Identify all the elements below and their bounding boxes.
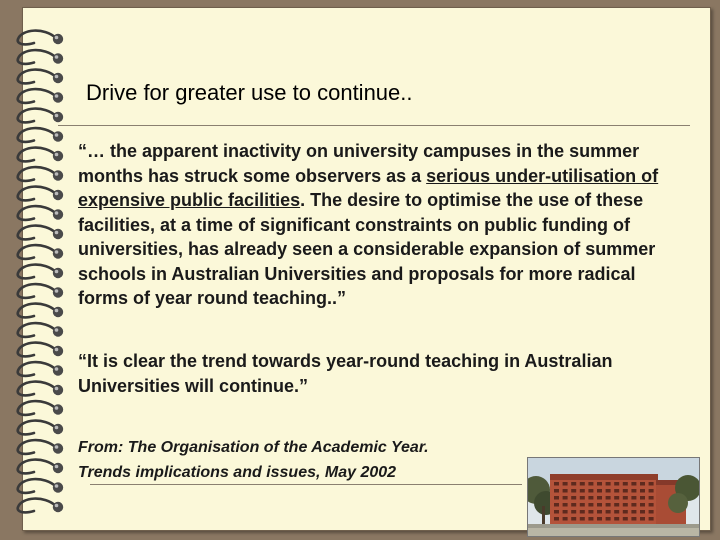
spiral-ring-icon: [18, 109, 64, 123]
slide-title: Drive for greater use to continue..: [86, 80, 413, 105]
spiral-ring-icon: [18, 31, 64, 45]
spiral-ring-icon: [18, 148, 64, 162]
quote1-underlined-text: serious under-utilisation of expensive public facilities: [78, 165, 659, 210]
quote1-text-after: . The desire to optimise the use of these facilities, at a time of significant constraints on public funding of universities, has already seen a considerable expansion of summer schools in Australian Universities and proposals for more radical forms of year round teaching..”: [78, 190, 656, 308]
source-divider: [90, 484, 522, 485]
spiral-ring-icon: [18, 284, 64, 298]
spiral-ring-icon: [18, 343, 64, 357]
quote-paragraph-1: [78, 139, 688, 311]
source-line-1: From: The Organisation of the Academic Year.: [78, 439, 429, 456]
spiral-ring-icon: [18, 421, 64, 435]
spiral-ring-icon: [18, 89, 64, 103]
spiral-ring-icon: [18, 362, 64, 376]
spiral-binding-icon: [0, 0, 80, 540]
spiral-ring-icon: [18, 50, 64, 64]
source-line-2: Trends implications and issues, May 2002: [78, 464, 397, 481]
spiral-ring-icon: [18, 382, 64, 396]
spiral-ring-icon: [18, 128, 64, 142]
spiral-ring-icon: [18, 226, 64, 240]
campus-building-photo: [527, 457, 700, 537]
spiral-ring-icon: [18, 323, 64, 337]
spiral-ring-icon: [18, 167, 64, 181]
spiral-ring-icon: [18, 304, 64, 318]
spiral-ring-icon: [18, 460, 64, 474]
spiral-ring-icon: [18, 440, 64, 454]
spiral-ring-icon: [18, 499, 64, 513]
spiral-ring-icon: [18, 70, 64, 84]
quote1-text-before: “… the apparent inactivity on university campuses in the summer months has struck some observers as a: [78, 141, 640, 186]
spiral-ring-icon: [18, 265, 64, 279]
spiral-ring-icon: [18, 187, 64, 201]
spiral-ring-icon: [18, 479, 64, 493]
spiral-ring-icon: [18, 401, 64, 415]
source-citation: [78, 435, 528, 485]
title-divider: [58, 125, 690, 126]
spiral-ring-icon: [18, 206, 64, 220]
quote-paragraph-2: “It is clear the trend towards year-round teaching in Australian Universities will continue.”: [78, 351, 613, 396]
spiral-ring-icon: [18, 245, 64, 259]
